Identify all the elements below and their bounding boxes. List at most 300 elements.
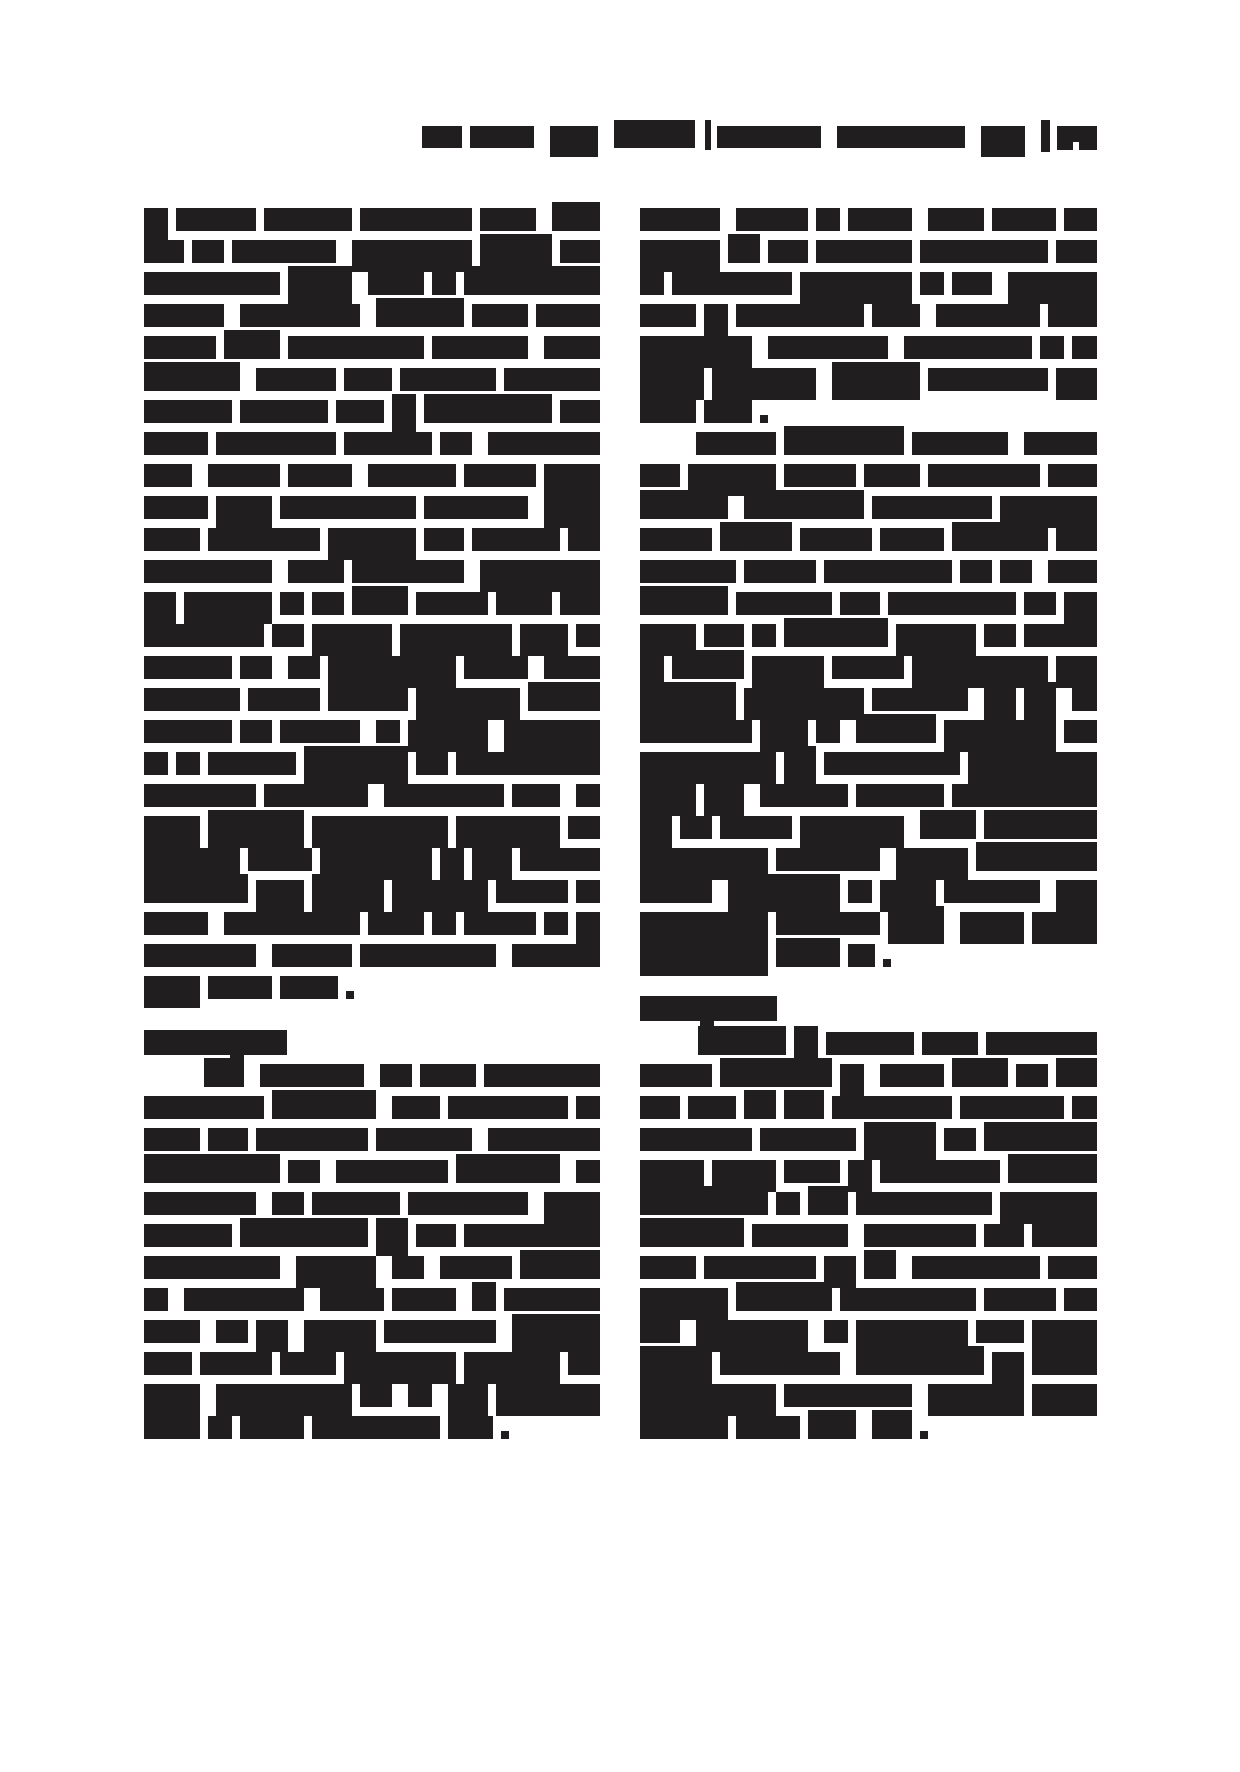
word-mark (944, 1128, 976, 1151)
word-mark (352, 586, 408, 615)
word-mark (464, 1352, 560, 1384)
word-mark (736, 304, 864, 327)
text-line (144, 912, 620, 944)
word-mark (1024, 624, 1097, 647)
word-mark (640, 912, 768, 944)
word-mark (688, 1096, 736, 1119)
word-mark (392, 880, 488, 912)
word-mark (640, 336, 752, 368)
word-mark (696, 432, 776, 455)
word-mark (448, 1416, 493, 1439)
word-mark (400, 624, 512, 656)
word-mark (424, 394, 552, 423)
word-mark (568, 528, 600, 551)
word-mark (312, 624, 392, 656)
text-line (640, 368, 1117, 400)
word-mark (848, 208, 912, 231)
word-mark (456, 752, 600, 775)
word-mark (1064, 208, 1097, 231)
word-mark (536, 304, 600, 327)
word-mark (912, 1256, 1040, 1279)
word-mark (640, 1218, 744, 1247)
word-mark (144, 592, 176, 624)
word-mark (768, 240, 808, 263)
word-mark (952, 784, 1097, 807)
word-mark (304, 746, 408, 784)
word-mark (832, 362, 920, 400)
word-mark (448, 1096, 568, 1119)
text-line (144, 944, 620, 967)
word-mark (864, 1250, 896, 1279)
word-mark (144, 400, 232, 423)
word-mark (736, 592, 832, 615)
word-mark (312, 1192, 400, 1215)
word-mark (640, 1384, 776, 1416)
word-mark (568, 1352, 600, 1375)
word-mark (1032, 1224, 1097, 1247)
word-mark (280, 1352, 336, 1375)
word-mark (144, 624, 264, 647)
word-mark (560, 240, 600, 263)
word-mark (736, 1416, 800, 1439)
word-mark (640, 1064, 712, 1087)
word-mark (208, 1416, 232, 1439)
word-mark (144, 720, 232, 743)
word-mark (728, 874, 840, 912)
word-mark (256, 1128, 368, 1151)
word-mark (680, 816, 712, 839)
word-mark (952, 1058, 1008, 1087)
word-mark (496, 592, 552, 615)
word-mark (280, 592, 304, 615)
word-mark (1072, 336, 1097, 359)
text-line (640, 240, 1117, 272)
word-mark (640, 1320, 680, 1343)
word-mark (288, 560, 344, 583)
word-mark (520, 848, 600, 871)
word-mark (1056, 368, 1097, 400)
word-mark (464, 656, 528, 679)
word-mark (184, 1288, 304, 1311)
word-mark (504, 720, 600, 752)
text-line (640, 272, 1117, 304)
word-mark (144, 528, 200, 551)
word-mark (872, 496, 992, 519)
word-mark (144, 362, 240, 391)
word-mark (240, 656, 272, 679)
word-mark (896, 848, 968, 880)
word-mark (784, 1384, 912, 1407)
word-mark (368, 464, 456, 487)
word-mark (640, 1096, 680, 1119)
word-mark (144, 912, 208, 935)
word-mark (704, 624, 744, 647)
word-mark (192, 240, 224, 263)
text-line (144, 688, 620, 720)
word-mark (144, 432, 208, 455)
word-mark (984, 1224, 1024, 1247)
word-mark (752, 656, 824, 688)
text-line (640, 1064, 1117, 1096)
word-mark (984, 1288, 1056, 1311)
word-mark (888, 906, 944, 944)
word-mark (208, 752, 296, 775)
word-mark (720, 522, 792, 551)
word-mark (512, 944, 600, 967)
word-mark (960, 560, 992, 583)
word-mark (672, 272, 792, 295)
word-mark (264, 784, 368, 807)
word-mark (144, 272, 280, 295)
word-mark (544, 656, 600, 679)
word-mark (936, 304, 1040, 327)
word-mark (728, 234, 760, 263)
text-line (696, 432, 1117, 455)
word-mark (144, 1128, 200, 1151)
word-mark (464, 912, 536, 935)
text-line (144, 752, 620, 784)
text-line (640, 304, 1117, 336)
word-mark (576, 784, 600, 807)
word-mark (826, 1032, 914, 1055)
word-mark (824, 1320, 848, 1343)
word-mark (920, 240, 1048, 263)
word-mark (1056, 656, 1097, 688)
word-mark (312, 1416, 440, 1439)
word-mark (744, 1090, 776, 1119)
text-line (640, 720, 1117, 752)
word-mark (640, 720, 752, 743)
word-mark (144, 1256, 280, 1279)
word-mark (488, 432, 600, 455)
word-mark (144, 944, 256, 967)
word-mark (320, 1288, 384, 1311)
word-mark (376, 1128, 472, 1151)
word-mark (752, 624, 776, 647)
word-mark (1032, 912, 1097, 944)
word-mark (312, 816, 448, 848)
word-mark (640, 1346, 712, 1384)
word-mark (784, 1090, 824, 1119)
word-mark (392, 1288, 456, 1311)
word-mark (392, 394, 416, 432)
word-mark (512, 1314, 600, 1352)
word-mark (744, 490, 864, 519)
word-mark (808, 1186, 848, 1215)
word-mark (816, 240, 912, 263)
word-mark (776, 1192, 800, 1215)
word-mark (144, 976, 200, 1008)
period-mark (760, 415, 768, 423)
word-mark (640, 586, 728, 615)
word-mark (928, 208, 984, 231)
text-line (204, 1064, 620, 1087)
text-line (144, 1288, 620, 1311)
word-mark (928, 464, 1040, 487)
word-mark (640, 1256, 696, 1279)
word-mark (144, 496, 208, 519)
word-mark (288, 266, 352, 304)
word-mark (488, 1128, 600, 1151)
word-mark (144, 560, 272, 583)
word-mark (760, 784, 848, 807)
word-mark (840, 592, 880, 615)
word-mark (544, 496, 600, 528)
word-mark (784, 426, 904, 455)
word-mark (912, 432, 1008, 455)
word-mark (240, 400, 328, 423)
word-mark (144, 464, 192, 487)
text-line (640, 1224, 1117, 1247)
word-mark (968, 752, 1097, 784)
word-mark (256, 368, 336, 391)
word-mark (832, 656, 904, 679)
word-mark (352, 560, 464, 583)
word-mark (360, 944, 496, 967)
word-mark (856, 784, 944, 807)
word-mark (456, 1154, 560, 1183)
word-mark (640, 240, 720, 272)
word-mark (272, 1090, 376, 1119)
word-mark (928, 368, 1048, 391)
word-mark (256, 880, 304, 912)
word-mark (824, 560, 952, 583)
word-mark (208, 810, 304, 848)
text-line (640, 560, 1117, 583)
word-mark (928, 1384, 1024, 1416)
period-mark (920, 1431, 928, 1439)
word-mark (288, 1160, 320, 1183)
word-mark (400, 368, 496, 391)
word-mark (992, 208, 1056, 231)
word-mark (144, 240, 184, 263)
word-mark (472, 1282, 496, 1311)
word-mark (520, 1250, 600, 1279)
word-mark (776, 912, 880, 935)
text-line (144, 1416, 513, 1439)
word-mark (184, 592, 272, 624)
word-mark (272, 1192, 304, 1215)
text-line (144, 1128, 620, 1151)
word-mark (1072, 688, 1097, 711)
word-mark (144, 1416, 200, 1439)
word-mark (776, 848, 880, 871)
word-mark (280, 496, 416, 519)
word-mark (800, 272, 912, 304)
word-mark (368, 272, 424, 295)
word-mark (1008, 1154, 1097, 1183)
word-mark (1032, 1320, 1097, 1352)
word-mark (984, 810, 1097, 839)
word-mark (352, 240, 472, 272)
text-line (144, 624, 620, 656)
word-mark (144, 304, 224, 327)
word-mark (856, 1192, 992, 1215)
heading-mark (640, 996, 777, 1021)
word-mark (832, 1096, 952, 1119)
text-line (144, 432, 620, 455)
word-mark (920, 810, 976, 839)
period-mark (883, 959, 891, 967)
word-mark (208, 528, 320, 551)
word-mark (640, 1128, 752, 1151)
word-mark (960, 912, 1024, 944)
word-mark (840, 1064, 864, 1096)
word-mark (1072, 1096, 1097, 1119)
word-mark (392, 1096, 440, 1119)
word-mark (640, 490, 728, 519)
word-mark (880, 1064, 944, 1087)
word-mark (360, 1384, 392, 1407)
word-mark (552, 202, 600, 231)
word-mark (576, 1160, 600, 1183)
word-mark (864, 1224, 976, 1247)
word-mark (1064, 592, 1097, 624)
heading-mark (144, 1030, 287, 1055)
word-mark (848, 880, 872, 903)
word-mark (328, 688, 408, 711)
word-mark (288, 336, 424, 359)
word-mark (560, 400, 600, 423)
word-mark (640, 1288, 728, 1320)
text-line (144, 880, 620, 912)
word-mark (344, 1352, 456, 1384)
word-mark (568, 816, 600, 839)
word-mark (312, 592, 344, 615)
word-mark (952, 272, 992, 295)
text-line (640, 528, 1117, 551)
word-mark (216, 496, 272, 528)
word-mark (528, 682, 600, 711)
word-mark (720, 816, 792, 839)
word-mark (760, 1128, 856, 1151)
word-mark (1056, 880, 1097, 912)
word-mark (736, 208, 808, 231)
word-mark (424, 528, 464, 551)
word-mark (1000, 560, 1032, 583)
word-mark (1024, 682, 1056, 720)
word-mark (432, 336, 528, 359)
word-mark (504, 368, 600, 391)
word-mark (472, 528, 560, 551)
word-mark (248, 848, 312, 871)
word-mark (872, 304, 920, 327)
word-mark (464, 266, 600, 295)
word-mark (544, 464, 600, 496)
word-mark (472, 842, 512, 880)
word-mark (816, 720, 840, 743)
word-mark (922, 1032, 978, 1055)
word-mark (704, 1256, 816, 1279)
word-mark (984, 688, 1016, 720)
text-line (144, 336, 620, 359)
word-mark (208, 464, 280, 487)
word-mark (696, 1320, 808, 1352)
word-mark (376, 298, 464, 327)
word-mark (240, 304, 360, 327)
word-mark (1048, 464, 1097, 487)
word-mark (144, 656, 232, 679)
word-mark (448, 1384, 488, 1416)
text-line (144, 400, 620, 432)
word-mark (360, 208, 472, 231)
word-mark (920, 272, 944, 295)
word-mark (1056, 1058, 1097, 1087)
word-mark (440, 1256, 512, 1279)
word-mark (264, 208, 352, 231)
word-mark (984, 624, 1016, 647)
word-mark (408, 1384, 432, 1407)
word-mark (984, 1122, 1097, 1151)
word-mark (144, 1154, 280, 1183)
word-mark (240, 720, 272, 743)
word-mark (144, 1096, 264, 1119)
word-mark (872, 688, 968, 711)
word-mark (144, 1352, 192, 1375)
word-mark (1008, 272, 1097, 304)
word-mark (176, 752, 200, 775)
word-mark (144, 1384, 200, 1416)
word-mark (560, 592, 600, 615)
word-mark (1032, 1384, 1097, 1416)
word-mark (640, 304, 696, 327)
word-mark (712, 368, 816, 400)
text-line (144, 1352, 620, 1384)
word-mark (736, 1282, 832, 1311)
text-line (640, 1256, 1117, 1288)
word-mark (544, 1192, 600, 1224)
word-mark (216, 1384, 352, 1416)
word-mark (376, 720, 400, 743)
word-mark (280, 976, 338, 999)
word-mark (904, 336, 1032, 359)
text-column-right (640, 0, 1097, 1772)
text-line (640, 880, 1117, 912)
word-mark (272, 624, 304, 647)
word-mark (1056, 528, 1097, 551)
word-mark (640, 560, 736, 583)
word-mark (640, 682, 736, 720)
word-mark (856, 714, 936, 743)
word-mark (864, 1122, 936, 1160)
word-mark (144, 874, 248, 903)
word-mark (816, 208, 840, 231)
text-line (144, 304, 620, 327)
word-mark (880, 1160, 1000, 1183)
word-mark (420, 1064, 476, 1087)
word-mark (848, 1160, 872, 1192)
word-mark (144, 784, 256, 807)
text-line (640, 1416, 932, 1439)
word-mark (224, 912, 360, 935)
word-mark (416, 688, 520, 720)
text-line (640, 1288, 1117, 1320)
text-line (144, 464, 620, 496)
word-mark (640, 272, 664, 295)
text-line (144, 1384, 620, 1416)
text-line (640, 848, 1117, 880)
word-mark (432, 272, 456, 295)
word-mark (288, 656, 320, 679)
word-mark (416, 1224, 456, 1247)
word-mark (144, 816, 200, 848)
word-mark (1048, 1256, 1097, 1279)
text-line (144, 528, 620, 560)
word-mark (240, 1218, 368, 1247)
text-line (144, 816, 620, 848)
word-mark (768, 336, 888, 359)
word-mark (640, 944, 768, 976)
